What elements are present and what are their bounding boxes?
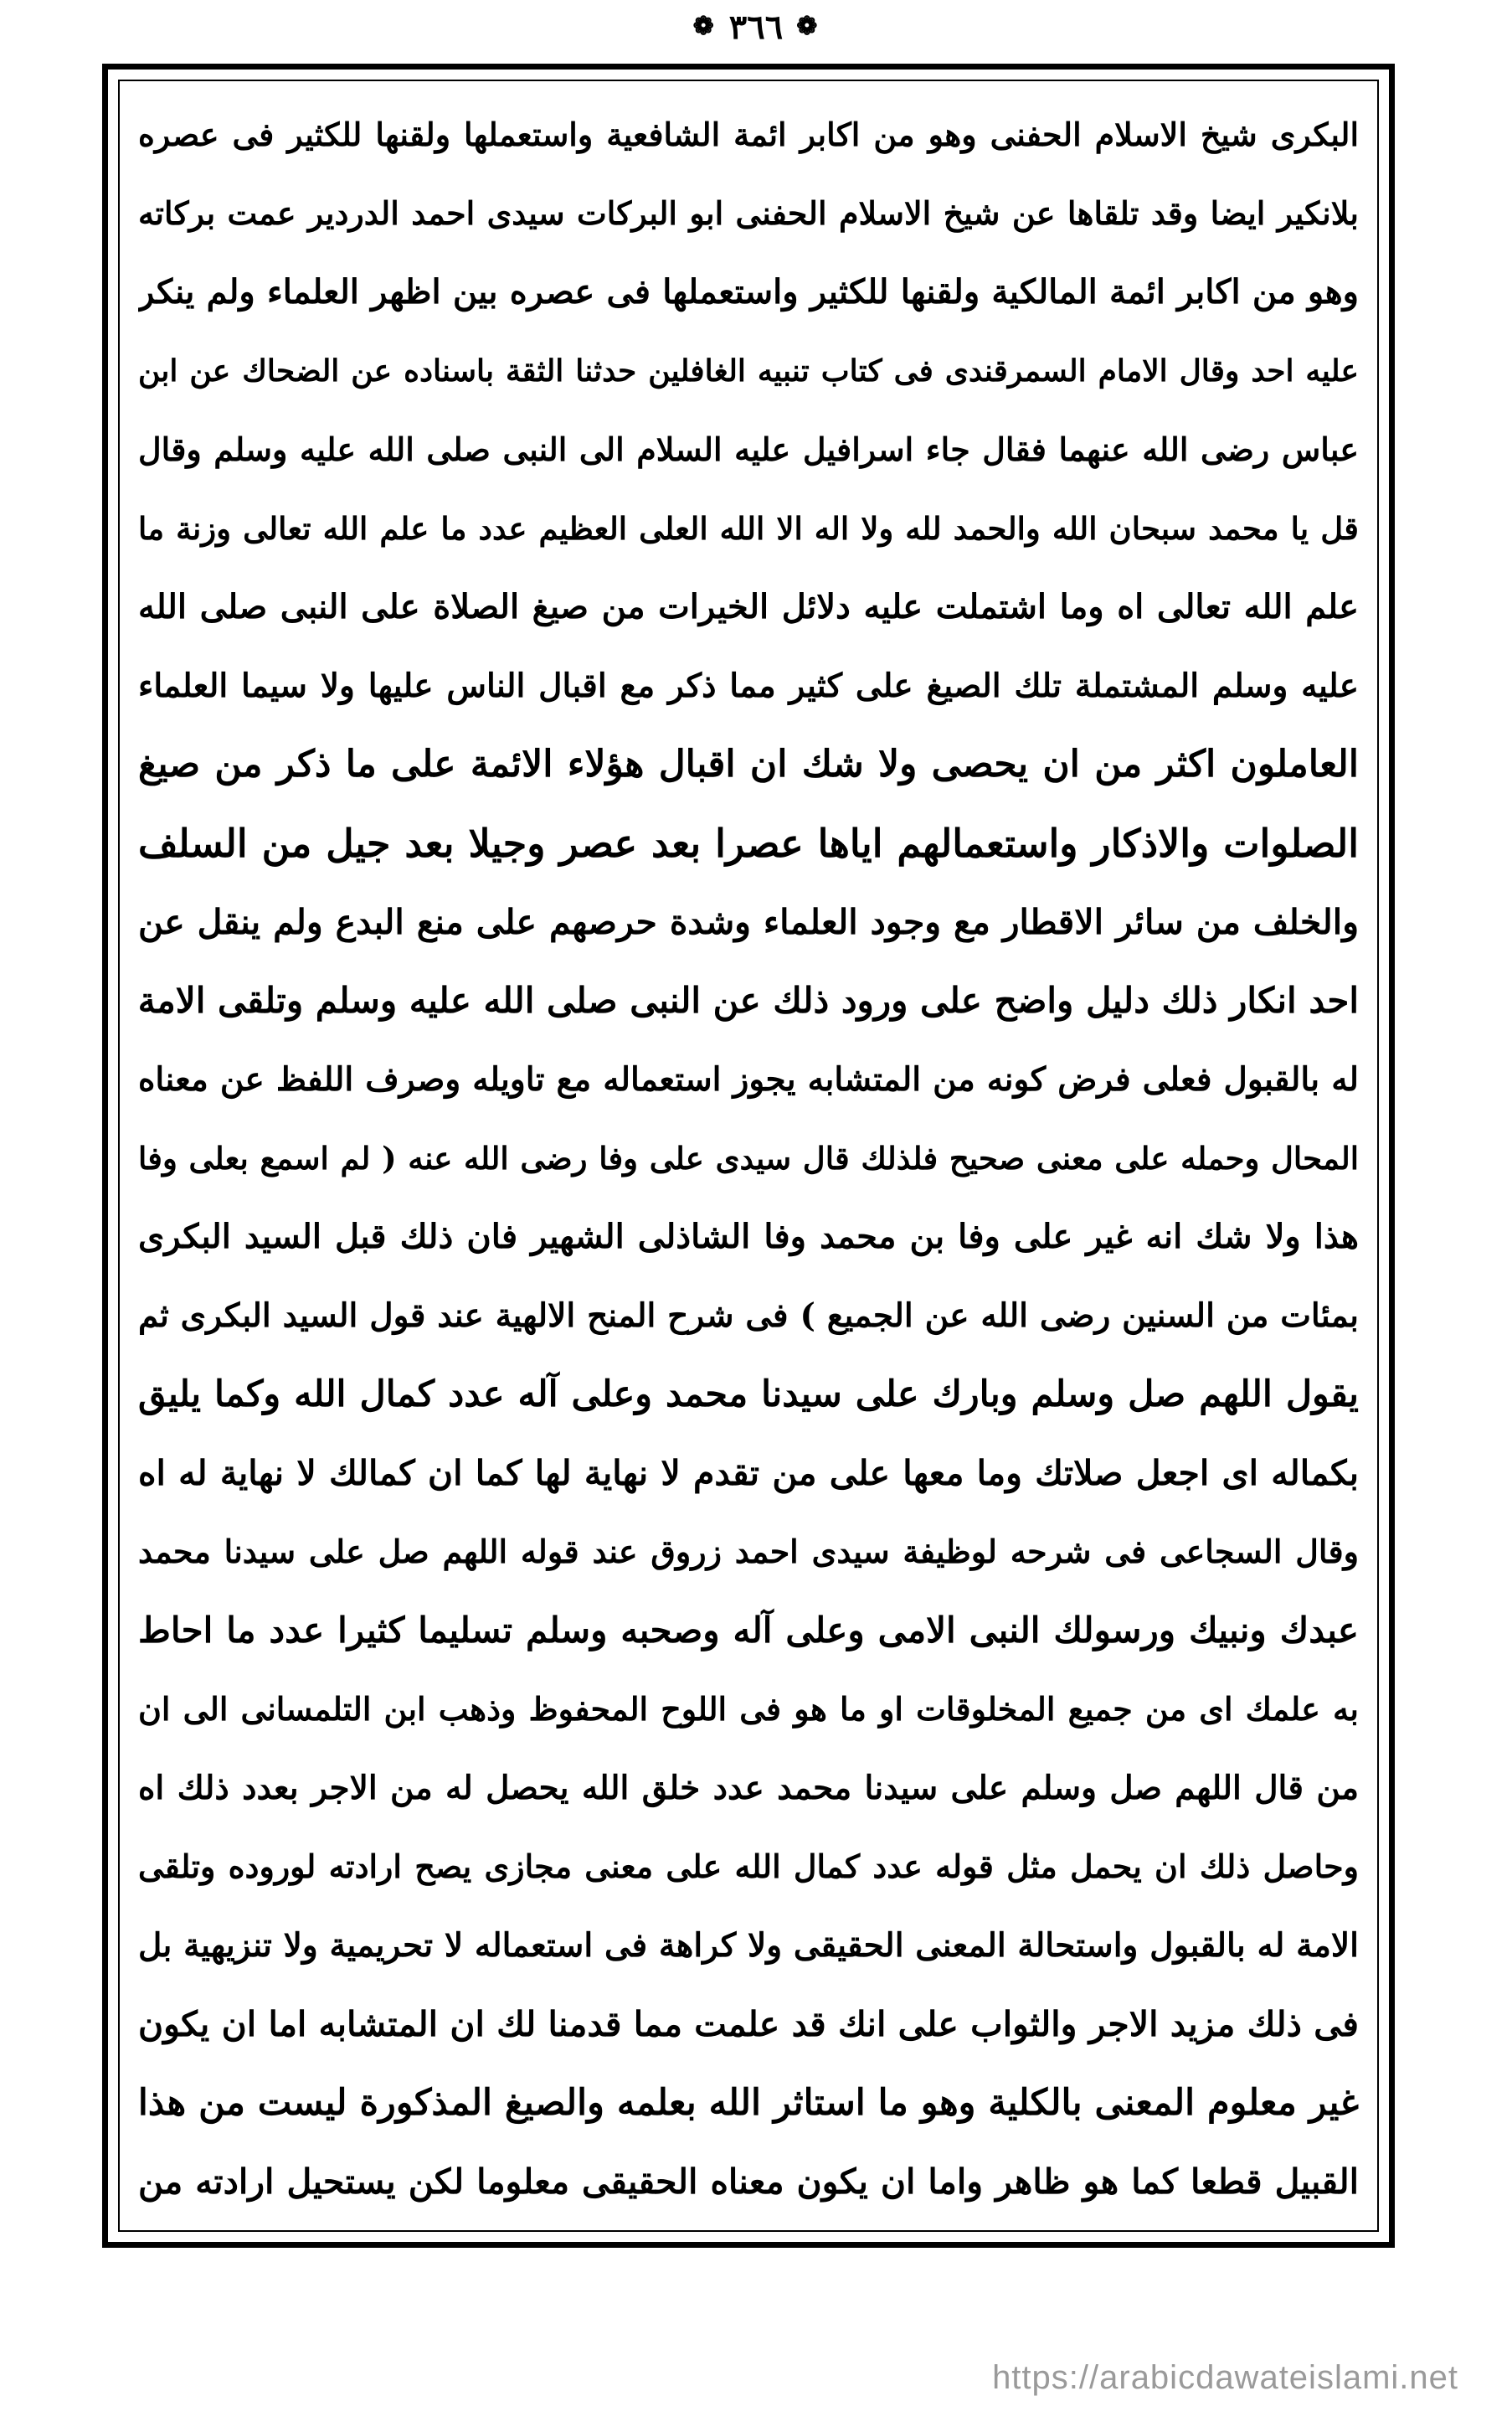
text-line: البكرى شيخ الاسلام الحفنى وهو من اكابر ائمة الشافعية واستعملها ولقنها للكثير فى عصره	[138, 116, 1359, 153]
text-line: بمئات من السنين رضى الله عن الجميع ) فى شرح المنح الالهية عند قول السيد البكرى ثم	[138, 1296, 1359, 1335]
page-border-outer	[102, 64, 1395, 2248]
text-line: والخلف من سائر الاقطار مع وجود العلماء وشدة حرصهم على منع البدع ولم ينقل عن	[138, 902, 1359, 942]
text-line: الامة له بالقبول واستحالة المعنى الحقيقى ولا كراهة فى استعماله لا تحريمية ولا تنزيهية بل	[138, 1926, 1359, 1965]
text-line: علم الله تعالى اه وما اشتملت عليه دلائل الخيرات من صيغ الصلاة على النبى صلى الله	[138, 587, 1359, 626]
text-line: به علمك اى من جميع المخلوقات او ما هو فى اللوح المحفوظ وذهب ابن التلمسانى الى ان	[138, 1690, 1359, 1728]
text-line: احد انكار ذلك دليل واضح على ورود ذلك عن النبى صلى الله عليه وسلم وتلقى الامة	[138, 980, 1359, 1021]
flower-ornament-icon: ❁	[692, 12, 716, 41]
text-line: فى ذلك مزيد الاجر والثواب على انك قد علمت مما قدمنا لك ان المتشابه اما ان يكون	[138, 2004, 1359, 2044]
text-line: وقال السجاعى فى شرحه لوظيفة سيدى احمد زروق عند قوله اللهم صل على سيدنا محمد	[138, 1533, 1359, 1570]
text-line: قل يا محمد سبحان الله والحمد لله ولا اله الا الله العلى العظيم عدد ما علم الله تعالى وزنة ما	[138, 510, 1359, 547]
text-line: وهو من اكابر ائمة المالكية ولقنها للكثير واستعملها فى عصره بين اظهر العلماء ولم ينكر	[138, 272, 1359, 312]
text-line: هذا ولا شك انه غير على وفا بن محمد وفا الشاذلى الشهير فان ذلك قبل السيد البكرى	[138, 1217, 1359, 1256]
text-line: عليه احد وقال الامام السمرقندى فى كتاب تنبيه الغافلين حدثنا الثقة باسناده عن الضحاك عن ابن	[138, 353, 1359, 389]
page-number-row	[693, 8, 820, 47]
text-line: بلانكير ايضا وقد تلقاها عن شيخ الاسلام الحفنى ابو البركات سيدى احمد الدردير عمت بركاته	[138, 194, 1359, 232]
text-line: عبدك ونبيك ورسولك النبى الامى وعلى آله وصحبه وسلم تسليما كثيرا عدد ما احاط	[138, 1610, 1359, 1651]
flower-ornament-icon: ❁	[796, 12, 820, 41]
text-line: من قال اللهم صل وسلم على سيدنا محمد عدد خلق الله يحصل له من الاجر بعدد ذلك اه	[138, 1769, 1359, 1807]
text-line: بكماله اى اجعل صلاتك وما معها على من تقدم لا نهاية لها كما ان كمالك لا نهاية له اه	[138, 1453, 1359, 1493]
text-line: العاملون اكثر من ان يحصى ولا شك ان اقبال هؤلاء الائمة على ما ذكر من صيغ	[138, 743, 1359, 786]
text-line: يقول اللهم صل وسلم وبارك على سيدنا محمد وعلى آله عدد كمال الله وكما يليق	[138, 1373, 1359, 1415]
text-line: المحال وحمله على معنى صحيح فلذلك قال سيدى على وفا رضى الله عنه ( لم اسمع بعلى وفا	[138, 1140, 1359, 1177]
text-line: وحاصل ذلك ان يحمل مثل قوله عدد كمال الله على معنى مجازى يصح ارادته لوروده وتلقى	[138, 1847, 1359, 1885]
source-watermark: https://arabicdawateislami.net	[992, 2359, 1458, 2396]
text-line: القبيل قطعا كما هو ظاهر واما ان يكون معناه الحقيقى معلوما لكن يستحيل ارادته من	[138, 2162, 1359, 2202]
text-line: له بالقبول فعلى فرض كونه من المتشابه يجوز استعماله مع تاويله وصرف اللفظ عن معناه	[138, 1060, 1359, 1099]
text-line: الصلوات والاذكار واستعمالهم اياها عصرا بعد عصر وجيلا بعد جيل من السلف	[138, 821, 1359, 866]
page-header	[0, 0, 1512, 54]
text-line: عباس رضى الله عنهما فقال جاء اسرافيل عليه السلام الى النبى صلى الله عليه وسلم وقال	[138, 430, 1359, 468]
text-body	[118, 80, 1379, 2232]
text-line: عليه وسلم المشتملة تلك الصيغ على كثير مما ذكر مع اقبال الناس عليها ولا سيما العلماء	[138, 667, 1359, 705]
page-number: ٣٦٦	[728, 7, 784, 47]
text-line: غير معلوم المعنى بالكلية وهو ما استاثر الله بعلمه والصيغ المذكورة ليست من هذا	[138, 2082, 1359, 2124]
